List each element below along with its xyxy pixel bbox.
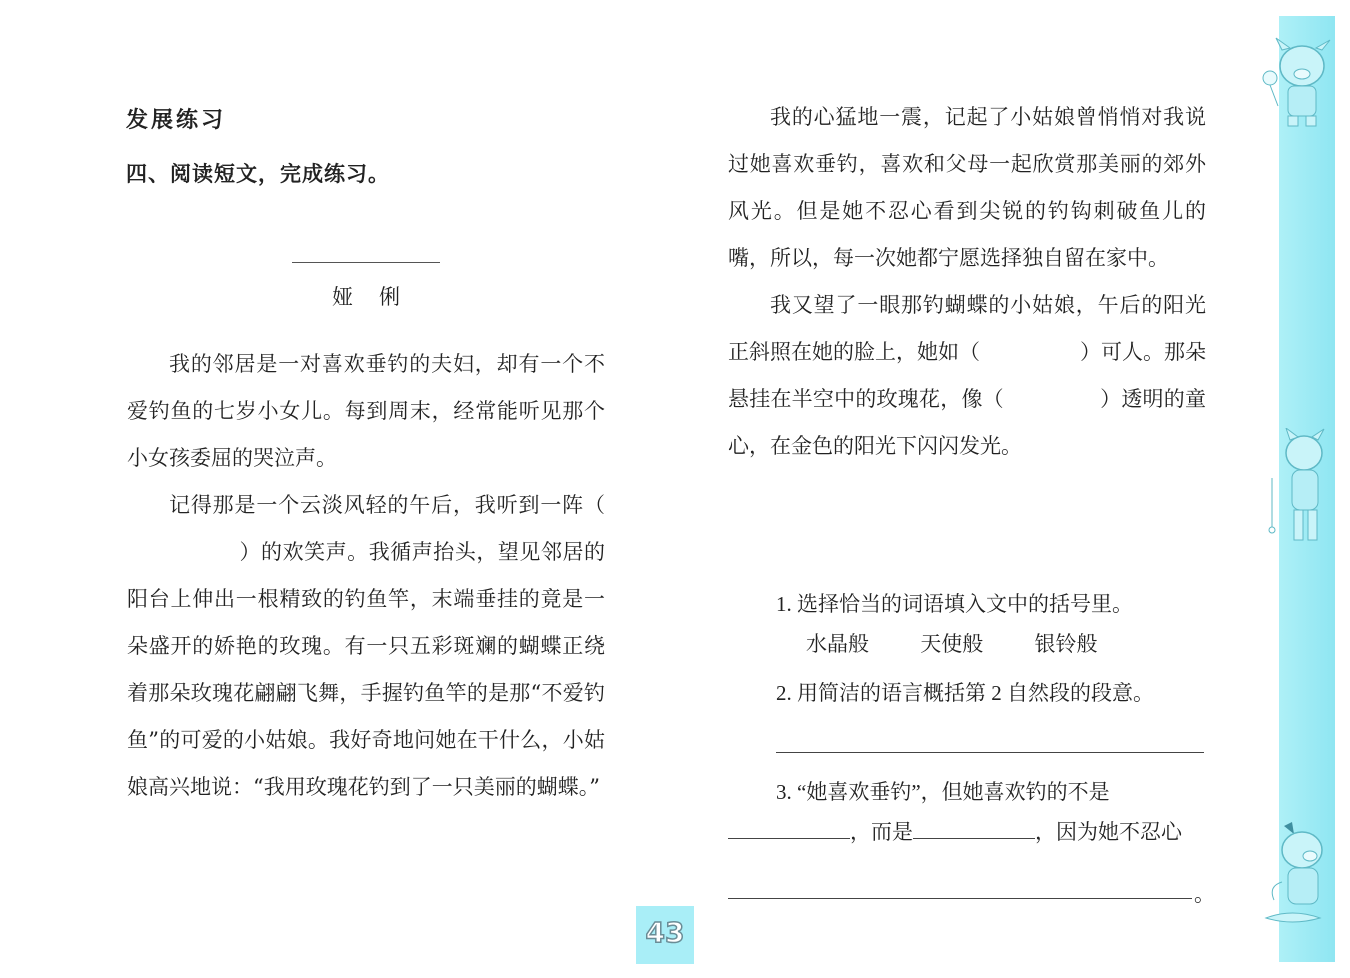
option-word: 水晶般 xyxy=(806,632,869,656)
option-word: 天使般 xyxy=(920,632,984,656)
section-heading: 发展练习 xyxy=(126,108,227,133)
paragraph-1: 我的邻居是一对喜欢垂钓的夫妇，却有一个不爱钓鱼的七岁小女儿。每到周末，经常能听见那个小女孩委屈的哭泣声。 xyxy=(127,352,605,470)
answer-blank-q3-b[interactable] xyxy=(913,818,1035,839)
pig-mascot-icon xyxy=(1258,36,1338,131)
question-3-part-b: ，而是 xyxy=(850,820,913,844)
story-right-column xyxy=(728,94,1206,470)
title-rule xyxy=(292,262,440,263)
answer-line-q3-c[interactable] xyxy=(728,898,1192,899)
answer-line-q2[interactable] xyxy=(776,752,1204,753)
paragraph-2-start: 记得那是一个云淡风轻的午后，我听到一阵（ xyxy=(169,493,605,517)
option-word: 银铃般 xyxy=(1034,632,1098,656)
question-3: 3. “她喜欢垂钓”，但她喜欢钓的不是 xyxy=(776,780,1110,804)
paragraph-4-end: ）透明的童心，在金色的阳光下闪闪发光。 xyxy=(728,387,1207,458)
exercise-title: 四、阅读短文，完成练习。 xyxy=(126,162,390,186)
paragraph-3: 我的心猛地一震，记起了小姑娘曾悄悄对我说过她喜欢垂钓，喜欢和父母一起欣赏那美丽的郊外风光。但是她不忍心看到尖锐的钓钩刺破鱼儿的嘴，所以，每一次她都宁愿选择独自留在家中。 xyxy=(728,105,1206,270)
page-number: 43 xyxy=(645,916,685,949)
paragraph-2 xyxy=(127,482,605,811)
story-title: 娅俐 xyxy=(332,285,426,309)
paragraph-4-mid: ）可人。那朵悬挂在半空中的玫瑰花，像（ xyxy=(728,340,1206,411)
question-2: 2. 用简洁的语言概括第 2 自然段的段意。 xyxy=(776,681,1154,705)
cat-mascot-icon xyxy=(1264,428,1334,553)
question-3-part-c: ，因为她不忍心 xyxy=(1035,820,1182,844)
paragraph-4 xyxy=(728,282,1206,470)
answer-blank-q3-a[interactable] xyxy=(728,818,850,839)
paragraph-2-rest: ）的欢笑声。我循声抬头，望见邻居的阳台上伸出一根精致的钓鱼竿，末端垂挂的竟是一朵盛开的娇艳的玫瑰。有一只五彩斑斓的蝴蝶正绕着那朵玫瑰花翩翩飞舞，手握钓鱼竿的是那“不爱钓鱼”的可爱的小姑娘。我好奇地问她在干什么，小姑娘高兴地说：“我用玫瑰花钓到了一只美丽的蝴蝶。” xyxy=(127,540,605,799)
question-3-end: 。 xyxy=(1194,882,1215,906)
word-options xyxy=(806,628,1144,658)
page-number-box xyxy=(636,906,694,964)
dog-mascot-icon xyxy=(1262,822,1334,932)
question-3-continued xyxy=(728,816,1206,846)
story-left-column xyxy=(127,341,605,811)
paragraph-4-start: 我又望了一眼那钓蝴蝶的小姑娘，午后的阳光正斜照在她的脸上，她如（ xyxy=(728,293,1206,364)
question-1: 1. 选择恰当的词语填入文中的括号里。 xyxy=(776,592,1133,616)
